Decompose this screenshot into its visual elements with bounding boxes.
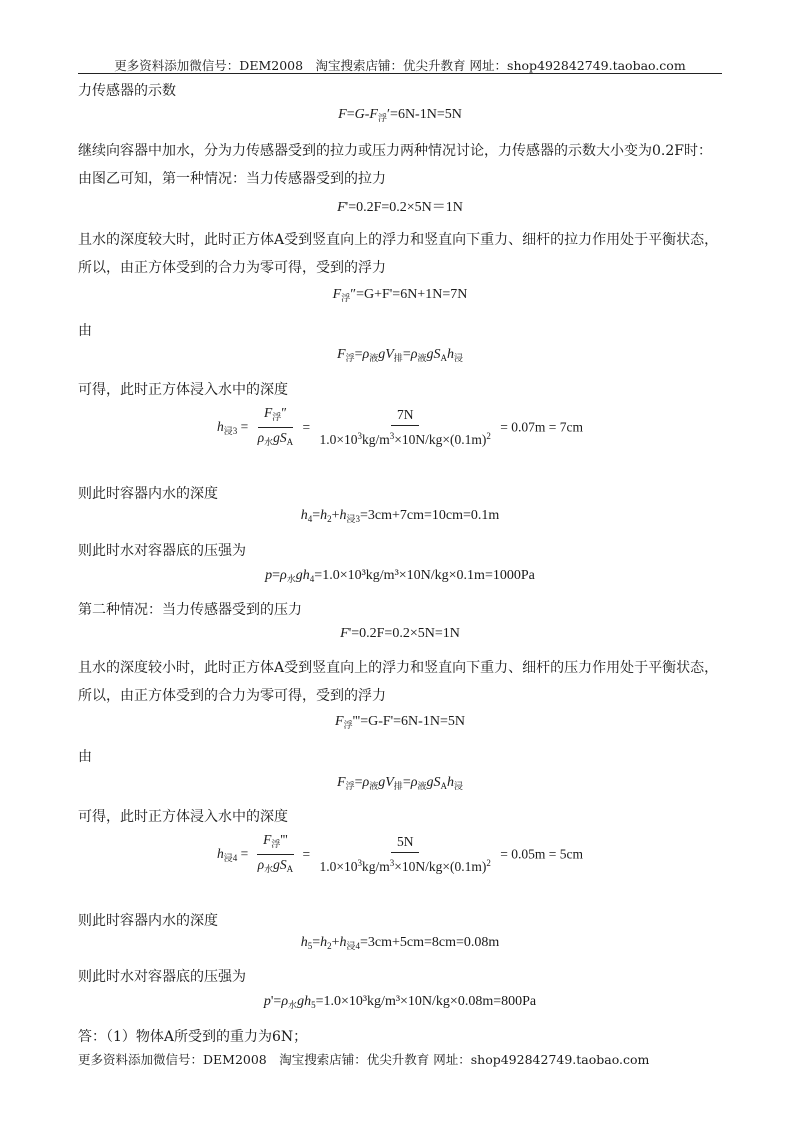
- equation-value: =1.0×10³kg/m³×10N/kg×0.1m=1000Pa: [314, 568, 535, 583]
- text-line: 可得，此时正方体浸入水中的深度: [78, 382, 288, 398]
- text-line: 力传感器的示数: [78, 83, 176, 99]
- equation-value: =3cm+7cm=10cm=0.1m: [360, 508, 500, 523]
- equation-sensor-force-1: F'=0.2F=0.2×5N＝1N: [337, 200, 463, 215]
- header-rule: [78, 73, 722, 74]
- equation-value: =3cm+5cm=8cm=0.08m: [360, 935, 500, 950]
- text-line: 则此时容器内水的深度: [78, 486, 218, 502]
- equation-depth-1: $h_{浸3}$ = $\frac{F_浮''}{\rho_水gS_A}$ = $\frac{7N}{1.0\times 10^3kg/m^3\times 10N/kg\times(0.1m)^2}$ = 0.07m = 7cm: [0, 405, 800, 450]
- text-line: 由: [78, 323, 92, 339]
- equation-value: =0.2F=0.2×5N=1N: [351, 626, 460, 641]
- equation-pressure-1: $p=\rho_水gh_4=1.0\times 10^3kg/m^3\times 10N/kg\times 0.1m=1000Pa$: [265, 568, 535, 584]
- fraction: $\frac{7N}{1.0\times 10^3kg/m^3\times 10N/kg\times(0.1m)^2}$: [319, 407, 491, 447]
- equation-sensor-force-2: F'=0.2F=0.2×5N=1N: [340, 626, 460, 641]
- equation-water-depth-2: $h_5=h_2+h_{浸4}=3cm+5cm=8cm=0.08m$: [300, 935, 500, 951]
- fraction-numerator: 5N: [391, 834, 420, 853]
- text-line: 且水的深度较大时，此时正方体A受到竖直向上的浮力和竖直向下重力、细杆的拉力作用处于平衡状态，: [78, 232, 719, 248]
- text-line: 第二种情况：当力传感器受到的压力: [78, 602, 302, 618]
- fraction: $\frac{F_浮''}{\rho_水gS_A}$: [257, 405, 294, 447]
- equation-value: =G-F'=6N-1N=5N: [360, 714, 465, 729]
- equation-value: =6N-1N=5N: [390, 107, 462, 122]
- equation-archimedes-1: $F_浮=\rho_液gV_排=\rho_液gS_Ah_浸$: [337, 347, 463, 363]
- text-line: 所以，由正方体受到的合力为零可得，受到的浮力: [78, 688, 386, 704]
- fraction-numerator: 7N: [391, 407, 420, 426]
- text-line: 且水的深度较小时，此时正方体A受到竖直向上的浮力和竖直向下重力、细杆的压力作用处于平衡状态，: [78, 660, 719, 676]
- text-line: 由图乙可知，第一种情况：当力传感器受到的拉力: [78, 171, 386, 187]
- fraction: $\frac{5N}{1.0\times 10^3kg/m^3\times 10N/kg\times(0.1m)^2}$: [319, 834, 491, 874]
- equation-result: = 0.05m = 5cm: [500, 846, 583, 862]
- text-line: 继续向容器中加水，分为力传感器受到的拉力或压力两种情况讨论，力传感器的示数大小变为0.2F时：: [78, 143, 712, 159]
- equation-value: =0.2F=0.2×5N＝1N: [348, 200, 463, 215]
- fraction: $\frac{F_浮'''}{\rho_水gS_A}$: [257, 832, 294, 874]
- text-line: 则此时水对容器底的压强为: [78, 543, 246, 559]
- text-line: 则此时容器内水的深度: [78, 913, 218, 929]
- answer-line: 答：（1）物体A所受到的重力为6N；: [78, 1029, 308, 1045]
- text-line: 可得，此时正方体浸入水中的深度: [78, 809, 288, 825]
- equation-value: =1.0×10³kg/m³×10N/kg×0.08m=800Pa: [315, 994, 537, 1009]
- text-line: 所以，由正方体受到的合力为零可得，受到的浮力: [78, 260, 386, 276]
- equation-result: = 0.07m = 7cm: [500, 419, 583, 435]
- page-footer: 更多资料添加微信号：DEM2008 淘宝搜索店铺：优尖升教育 网址：shop492842749.taobao.com: [78, 1052, 650, 1067]
- equation-value: =G+F'=6N+1N=7N: [356, 287, 468, 302]
- equation-buoyancy-1: $F=G-F_浮'=6N-1N=5N$: [338, 107, 462, 123]
- page-header: 更多资料添加微信号：DEM2008 淘宝搜索店铺：优尖升教育 网址：shop492842749.taobao.com: [114, 58, 686, 73]
- equation-depth-2: $h_{浸4}$ = $\frac{F_浮'''}{\rho_水gS_A}$ = $\frac{5N}{1.0\times 10^3kg/m^3\times 10N/kg\times(0.1m)^2}$ = 0.05m = 5cm: [0, 832, 800, 877]
- equation-archimedes-2: $F_浮=\rho_液gV_排=\rho_液gS_Ah_浸$: [337, 775, 463, 791]
- equation-buoyancy-3: $F_浮'''=G-F'=6N-1N=5N$: [335, 714, 465, 730]
- text-line: 则此时水对容器底的压强为: [78, 969, 246, 985]
- equation-buoyancy-2: $F_浮''=G+F'=6N+1N=7N$: [332, 287, 468, 303]
- equation-water-depth-1: $h_4=h_2+h_{浸3}=3cm+7cm=10cm=0.1m$: [300, 508, 500, 524]
- text-line: 由: [78, 749, 92, 765]
- equation-pressure-2: $p'=\rho_水gh_5=1.0\times 10^3kg/m^3\times 10N/kg\times 0.08m=800Pa$: [263, 994, 537, 1010]
